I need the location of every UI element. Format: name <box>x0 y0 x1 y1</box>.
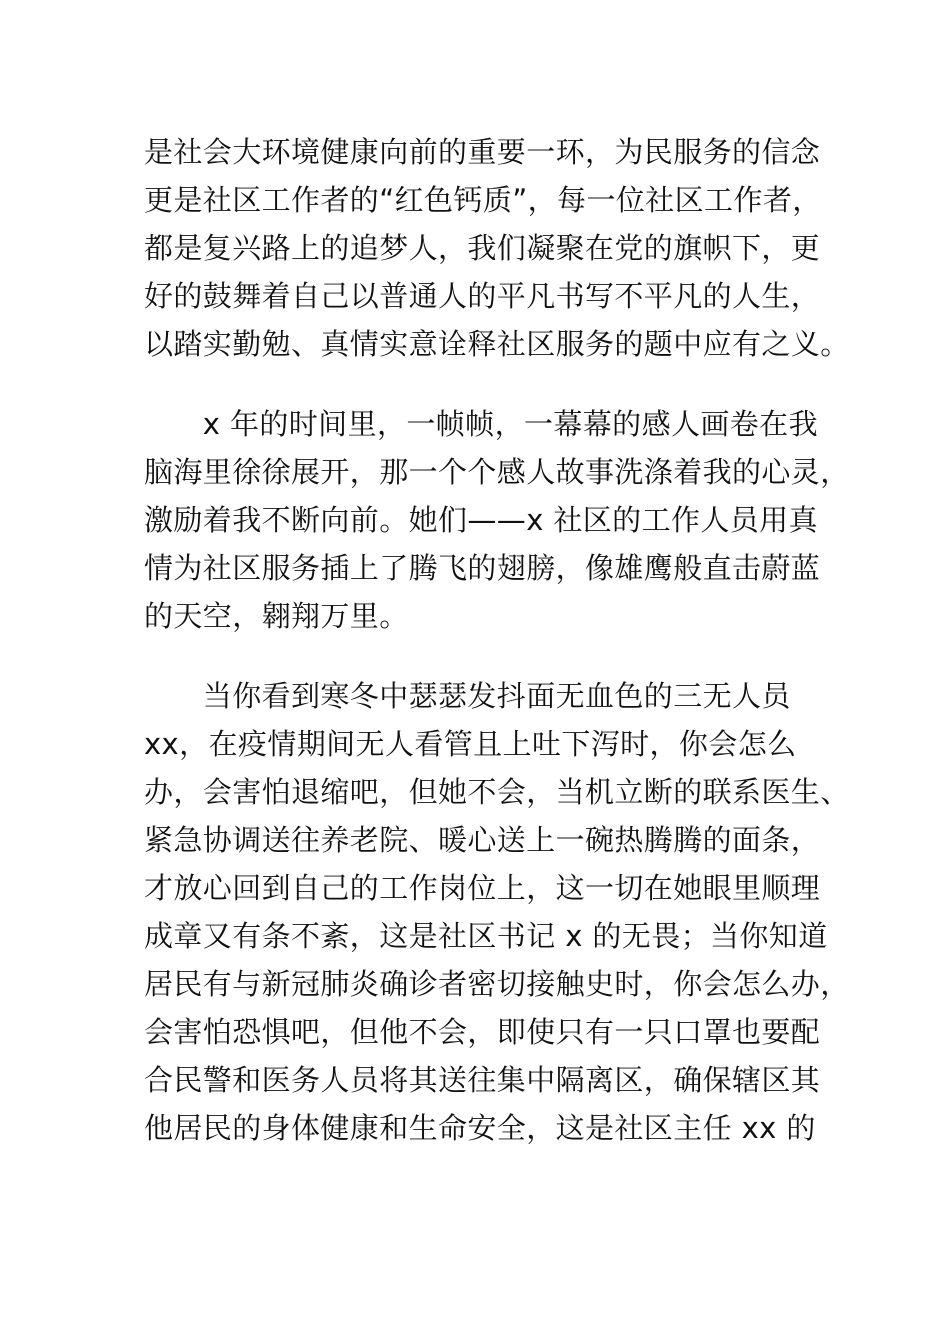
paragraph <box>144 400 850 640</box>
text-line: 更是社区工作者的“红色钙质”，每一位社区工作者， <box>144 183 822 217</box>
text-line: 激励着我不断向前。她们——x 社区的工作人员用真 <box>144 503 818 537</box>
text-line: 以踏实勤勉、真情实意诠释社区服务的题中应有之义。 <box>144 327 850 361</box>
text-line: 他居民的身体健康和生命安全，这是社区主任 xx 的 <box>144 1111 816 1145</box>
paragraph <box>144 128 850 368</box>
text-line: 好的鼓舞着自己以普通人的平凡书写不平凡的人生， <box>144 279 821 313</box>
text-line: x 年的时间里，一帧帧，一幕幕的感人画卷在我 <box>144 407 818 441</box>
text-line: 脑海里徐徐展开，那一个个感人故事洗涤着我的心灵， <box>144 455 850 489</box>
text-line: xx，在疫情期间无人看管且上吐下泻时，你会怎么 <box>144 727 797 761</box>
text-line: 情为社区服务插上了腾飞的翅膀，像雄鹰般直击蔚蓝 <box>144 551 821 585</box>
text-line: 是社会大环境健康向前的重要一环，为民服务的信念 <box>144 135 821 169</box>
document-body <box>144 128 850 1152</box>
text-line: 会害怕恐惧吧，但他不会，即使只有一只口罩也要配 <box>144 1015 821 1049</box>
text-line: 当你看到寒冬中瑟瑟发抖面无血色的三无人员 <box>144 679 791 713</box>
text-line: 办，会害怕退缩吧，但她不会，当机立断的联系医生、 <box>144 775 850 809</box>
text-line: 合民警和医务人员将其送往集中隔离区，确保辖区其 <box>144 1063 821 1097</box>
paragraph <box>144 672 850 1152</box>
text-line: 紧急协调送往养老院、暖心送上一碗热腾腾的面条， <box>144 823 821 857</box>
text-line: 的天空，翱翔万里。 <box>144 599 409 633</box>
text-line: 成章又有条不紊，这是社区书记 x 的无畏；当你知道 <box>144 919 828 953</box>
text-line: 才放心回到自己的工作岗位上，这一切在她眼里顺理 <box>144 871 821 905</box>
text-line: 都是复兴路上的追梦人，我们凝聚在党的旗帜下，更 <box>144 231 821 265</box>
text-line: 居民有与新冠肺炎确诊者密切接触史时，你会怎么办， <box>144 967 850 1001</box>
